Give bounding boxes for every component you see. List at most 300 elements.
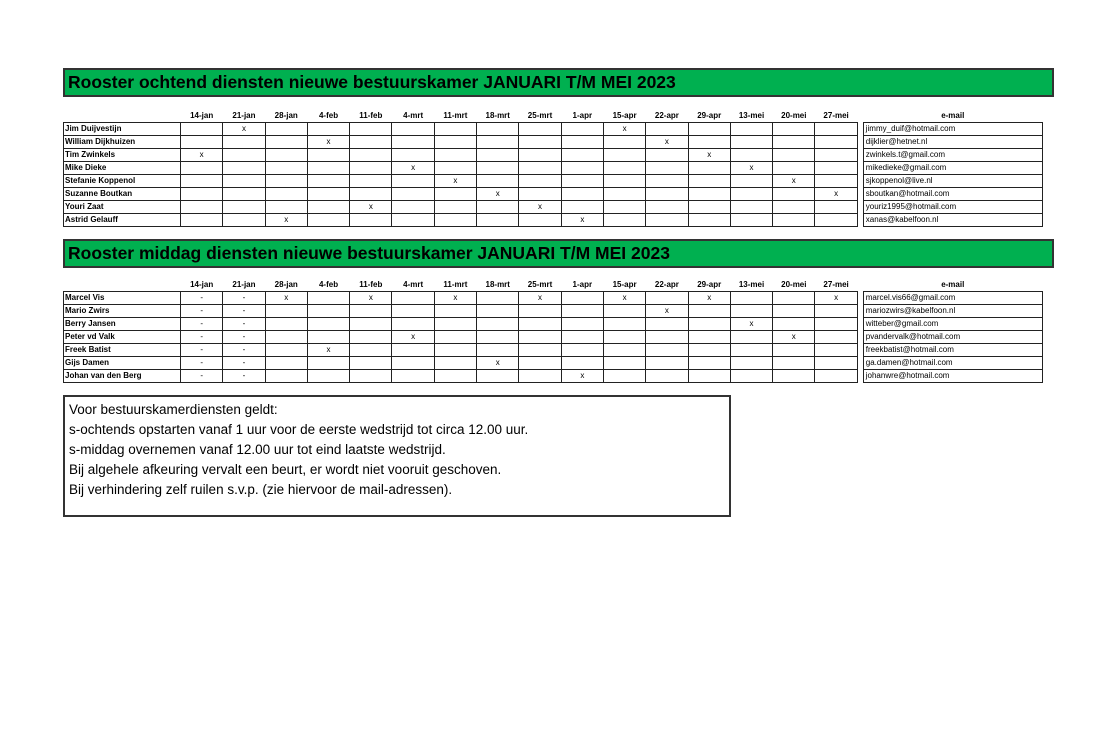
schedule-cell <box>265 331 307 344</box>
schedule-cell: x <box>477 188 519 201</box>
schedule-cell <box>265 344 307 357</box>
schedule-cell <box>392 201 434 214</box>
schedule-cell <box>434 214 476 227</box>
schedule-cell <box>815 123 857 136</box>
table-row <box>64 344 1043 357</box>
schedule-cell <box>646 357 688 370</box>
schedule-cell <box>815 318 857 331</box>
date-header: 22-apr <box>654 111 679 120</box>
schedule-cell <box>815 201 857 214</box>
schedule-cell <box>350 214 392 227</box>
schedule-cell <box>519 188 561 201</box>
schedule-cell: - <box>223 370 265 383</box>
schedule-cell <box>561 188 603 201</box>
morning-schedule-table <box>63 110 1043 227</box>
schedule-cell <box>519 175 561 188</box>
email-header: e-mail <box>941 111 965 120</box>
schedule-cell: x <box>519 201 561 214</box>
table-row <box>64 149 1043 162</box>
schedule-cell <box>730 292 772 305</box>
schedule-cell <box>223 162 265 175</box>
person-name: Johan van den Berg <box>64 370 181 383</box>
schedule-cell <box>815 305 857 318</box>
schedule-cell <box>477 162 519 175</box>
date-header: 18-mrt <box>485 111 510 120</box>
schedule-cell <box>561 201 603 214</box>
schedule-cell: - <box>181 331 223 344</box>
schedule-cell <box>265 123 307 136</box>
schedule-cell <box>603 318 645 331</box>
schedule-cell <box>561 344 603 357</box>
schedule-cell <box>773 188 815 201</box>
person-name: William Dijkhuizen <box>64 136 181 149</box>
schedule-cell: x <box>392 331 434 344</box>
person-name: Tim Zwinkels <box>64 149 181 162</box>
email-cell: freekbatist@hotmail.com <box>863 344 1042 357</box>
schedule-cell <box>815 162 857 175</box>
email-cell: zwinkels.t@gmail.com <box>863 149 1042 162</box>
schedule-cell <box>646 370 688 383</box>
schedule-cell <box>350 149 392 162</box>
schedule-cell <box>350 370 392 383</box>
schedule-cell <box>730 370 772 383</box>
table-row <box>64 175 1043 188</box>
schedule-cell: x <box>265 214 307 227</box>
schedule-cell <box>688 318 730 331</box>
note-line: Voor bestuurskamerdiensten geldt: <box>69 402 278 417</box>
email-header: e-mail <box>941 280 965 289</box>
schedule-cell <box>181 175 223 188</box>
date-header: 15-apr <box>612 280 637 289</box>
date-header: 13-mei <box>738 111 765 120</box>
schedule-cell <box>265 305 307 318</box>
schedule-cell: x <box>603 292 645 305</box>
table-row <box>64 214 1043 227</box>
schedule-cell <box>307 357 349 370</box>
schedule-cell <box>181 214 223 227</box>
schedule-cell <box>307 201 349 214</box>
schedule-cell <box>646 123 688 136</box>
schedule-cell: x <box>223 123 265 136</box>
schedule-cell: x <box>307 136 349 149</box>
schedule-cell: x <box>688 149 730 162</box>
person-name: Berry Jansen <box>64 318 181 331</box>
schedule-cell <box>307 318 349 331</box>
schedule-cell <box>392 123 434 136</box>
schedule-cell <box>688 331 730 344</box>
person-name: Suzanne Boutkan <box>64 188 181 201</box>
table-row <box>64 318 1043 331</box>
schedule-cell: x <box>181 149 223 162</box>
schedule-cell <box>730 214 772 227</box>
date-header: 1-apr <box>572 280 593 289</box>
schedule-cell <box>561 136 603 149</box>
schedule-cell <box>477 175 519 188</box>
date-header: 28-jan <box>274 111 298 120</box>
schedule-cell <box>307 305 349 318</box>
schedule-cell <box>434 318 476 331</box>
schedule-cell: x <box>646 305 688 318</box>
email-cell: johanwre@hotmail.com <box>863 370 1042 383</box>
schedule-cell <box>392 175 434 188</box>
schedule-cell: - <box>181 344 223 357</box>
schedule-cell: - <box>181 292 223 305</box>
schedule-cell <box>815 331 857 344</box>
person-name: Marcel Vis <box>64 292 181 305</box>
schedule-cell <box>307 214 349 227</box>
date-header: 11-mrt <box>443 111 468 120</box>
schedule-cell <box>561 175 603 188</box>
schedule-cell: - <box>181 318 223 331</box>
schedule-cell <box>603 331 645 344</box>
email-cell: sboutkan@hotmail.com <box>863 188 1042 201</box>
schedule-cell <box>477 136 519 149</box>
date-header: 27-mei <box>823 111 849 120</box>
schedule-cell <box>265 149 307 162</box>
schedule-cell <box>519 370 561 383</box>
schedule-cell <box>646 318 688 331</box>
schedule-cell <box>434 162 476 175</box>
schedule-cell: - <box>223 292 265 305</box>
schedule-cell <box>392 188 434 201</box>
schedule-cell <box>477 318 519 331</box>
schedule-cell <box>350 318 392 331</box>
duty-notes-box <box>63 395 731 517</box>
schedule-cell: x <box>561 370 603 383</box>
schedule-cell <box>434 123 476 136</box>
schedule-cell <box>350 331 392 344</box>
date-header: 14-jan <box>190 111 214 120</box>
schedule-cell <box>646 149 688 162</box>
person-name: Stefanie Koppenol <box>64 175 181 188</box>
schedule-cell <box>730 344 772 357</box>
header-blank <box>64 110 181 123</box>
schedule-cell: x <box>773 331 815 344</box>
schedule-cell <box>773 305 815 318</box>
schedule-cell: x <box>730 162 772 175</box>
schedule-cell <box>307 331 349 344</box>
schedule-cell <box>688 175 730 188</box>
schedule-cell <box>815 344 857 357</box>
schedule-cell <box>477 331 519 344</box>
schedule-cell <box>561 292 603 305</box>
schedule-cell <box>773 357 815 370</box>
schedule-cell: x <box>519 292 561 305</box>
schedule-cell <box>646 292 688 305</box>
schedule-cell: x <box>646 136 688 149</box>
email-cell: pvandervalk@hotmail.com <box>863 331 1042 344</box>
schedule-cell <box>477 344 519 357</box>
schedule-cell <box>688 370 730 383</box>
schedule-cell <box>773 214 815 227</box>
schedule-cell <box>603 188 645 201</box>
schedule-cell <box>646 214 688 227</box>
schedule-cell <box>773 318 815 331</box>
schedule-cell <box>519 357 561 370</box>
schedule-cell: - <box>223 318 265 331</box>
schedule-cell <box>265 318 307 331</box>
schedule-cell <box>181 201 223 214</box>
schedule-cell <box>730 331 772 344</box>
schedule-cell <box>350 305 392 318</box>
schedule-cell <box>815 214 857 227</box>
schedule-cell: - <box>223 357 265 370</box>
schedule-cell: - <box>181 357 223 370</box>
schedule-cell: - <box>223 344 265 357</box>
schedule-cell <box>773 123 815 136</box>
date-header: 18-mrt <box>485 280 510 289</box>
date-header: 29-apr <box>697 111 722 120</box>
date-header: 21-jan <box>232 111 256 120</box>
schedule-cell <box>392 344 434 357</box>
schedule-cell <box>603 162 645 175</box>
schedule-cell <box>392 318 434 331</box>
schedule-cell: x <box>561 214 603 227</box>
schedule-cell <box>350 136 392 149</box>
schedule-cell <box>561 123 603 136</box>
schedule-cell <box>223 149 265 162</box>
schedule-cell <box>561 305 603 318</box>
schedule-cell <box>561 318 603 331</box>
table-row <box>64 305 1043 318</box>
person-name: Gijs Damen <box>64 357 181 370</box>
schedule-cell <box>730 201 772 214</box>
table-row <box>64 331 1043 344</box>
schedule-cell <box>392 305 434 318</box>
schedule-cell <box>646 344 688 357</box>
schedule-cell <box>815 136 857 149</box>
schedule-cell <box>519 149 561 162</box>
schedule-cell <box>773 149 815 162</box>
schedule-cell <box>434 331 476 344</box>
email-cell: sjkoppenol@live.nl <box>863 175 1042 188</box>
schedule-cell <box>307 149 349 162</box>
schedule-cell <box>688 162 730 175</box>
schedule-cell <box>392 357 434 370</box>
date-header: 27-mei <box>823 280 849 289</box>
schedule-cell <box>519 214 561 227</box>
email-cell: marcel.vis66@gmail.com <box>863 292 1042 305</box>
schedule-cell <box>307 123 349 136</box>
schedule-cell: x <box>434 175 476 188</box>
schedule-cell <box>434 188 476 201</box>
schedule-cell: x <box>688 292 730 305</box>
schedule-cell <box>730 123 772 136</box>
date-header: 20-mei <box>781 280 807 289</box>
schedule-cell <box>477 123 519 136</box>
schedule-cell <box>477 292 519 305</box>
schedule-cell <box>392 149 434 162</box>
schedule-cell <box>519 331 561 344</box>
table-row <box>64 201 1043 214</box>
schedule-cell <box>265 357 307 370</box>
schedule-cell <box>350 344 392 357</box>
date-header: 11-feb <box>359 111 383 120</box>
schedule-cell <box>307 188 349 201</box>
schedule-cell: x <box>350 292 392 305</box>
schedule-cell <box>730 188 772 201</box>
schedule-cell <box>603 357 645 370</box>
schedule-cell <box>350 123 392 136</box>
schedule-cell: x <box>815 188 857 201</box>
schedule-cell <box>223 201 265 214</box>
schedule-cell <box>773 344 815 357</box>
date-header: 11-feb <box>359 280 383 289</box>
date-header: 4-feb <box>318 280 339 289</box>
schedule-cell <box>603 370 645 383</box>
email-cell: witteber@gmail.com <box>863 318 1042 331</box>
schedule-cell <box>307 292 349 305</box>
schedule-cell <box>265 175 307 188</box>
table-row <box>64 292 1043 305</box>
date-header: 28-jan <box>274 280 298 289</box>
schedule-cell <box>307 175 349 188</box>
email-cell: mariozwirs@kabelfoon.nl <box>863 305 1042 318</box>
afternoon-schedule-table <box>63 279 1043 383</box>
schedule-cell <box>181 162 223 175</box>
schedule-cell <box>730 305 772 318</box>
header-blank <box>64 279 181 292</box>
table-row <box>64 357 1043 370</box>
person-name: Mike Dieke <box>64 162 181 175</box>
schedule-cell <box>434 149 476 162</box>
schedule-cell <box>434 305 476 318</box>
date-header: 11-mrt <box>443 280 468 289</box>
schedule-cell <box>646 188 688 201</box>
schedule-cell <box>265 201 307 214</box>
date-header: 15-apr <box>612 111 637 120</box>
date-header: 4-mrt <box>403 280 424 289</box>
person-name: Mario Zwirs <box>64 305 181 318</box>
date-header: 13-mei <box>738 280 765 289</box>
schedule-cell: - <box>223 331 265 344</box>
date-header: 21-jan <box>232 280 256 289</box>
note-line: Bij algehele afkeuring vervalt een beurt, er wordt niet vooruit geschoven. <box>69 462 502 477</box>
schedule-cell <box>561 149 603 162</box>
schedule-cell <box>688 357 730 370</box>
schedule-cell <box>688 188 730 201</box>
schedule-cell <box>688 136 730 149</box>
schedule-cell <box>434 357 476 370</box>
schedule-cell <box>603 136 645 149</box>
date-header: 20-mei <box>781 111 807 120</box>
note-line: Bij verhindering zelf ruilen s.v.p. (zie hiervoor de mail-adressen). <box>69 482 453 497</box>
schedule-cell <box>477 370 519 383</box>
table-row <box>64 188 1043 201</box>
email-cell: youriz1995@hotmail.com <box>863 201 1042 214</box>
schedule-cell <box>477 149 519 162</box>
schedule-cell: x <box>350 201 392 214</box>
schedule-cell <box>477 214 519 227</box>
table-row <box>64 370 1043 383</box>
schedule-cell <box>646 175 688 188</box>
schedule-cell <box>646 162 688 175</box>
schedule-cell <box>561 357 603 370</box>
schedule-cell <box>773 292 815 305</box>
schedule-cell <box>603 201 645 214</box>
schedule-cell <box>350 357 392 370</box>
schedule-cell <box>265 136 307 149</box>
schedule-cell <box>265 188 307 201</box>
schedule-cell <box>181 188 223 201</box>
schedule-cell <box>603 214 645 227</box>
schedule-cell: x <box>730 318 772 331</box>
schedule-cell <box>730 357 772 370</box>
schedule-cell <box>730 175 772 188</box>
schedule-cell <box>815 149 857 162</box>
schedule-cell <box>265 370 307 383</box>
schedule-cell <box>773 162 815 175</box>
schedule-cell <box>773 370 815 383</box>
schedule-cell <box>519 162 561 175</box>
schedule-cell: x <box>773 175 815 188</box>
header-row <box>64 279 1043 292</box>
afternoon-schedule-title: Rooster middag diensten nieuwe bestuurskamer JANUARI T/M MEI 2023 <box>63 239 1054 268</box>
schedule-cell <box>773 136 815 149</box>
schedule-cell <box>646 331 688 344</box>
schedule-cell <box>688 123 730 136</box>
schedule-cell <box>688 305 730 318</box>
schedule-cell <box>223 214 265 227</box>
date-header: 4-feb <box>318 111 339 120</box>
email-cell: xanas@kabelfoon.nl <box>863 214 1042 227</box>
person-name: Peter vd Valk <box>64 331 181 344</box>
schedule-cell <box>392 370 434 383</box>
email-cell: jimmy_duif@hotmail.com <box>863 123 1042 136</box>
date-header: 25-mrt <box>527 111 553 120</box>
schedule-cell: x <box>815 292 857 305</box>
schedule-cell: - <box>223 305 265 318</box>
schedule-cell <box>688 344 730 357</box>
schedule-cell <box>434 370 476 383</box>
schedule-cell <box>181 136 223 149</box>
schedule-cell <box>730 149 772 162</box>
schedule-cell <box>603 344 645 357</box>
schedule-cell <box>688 214 730 227</box>
schedule-cell <box>434 344 476 357</box>
table-row <box>64 123 1043 136</box>
schedule-cell: x <box>392 162 434 175</box>
email-cell: dijklier@hetnet.nl <box>863 136 1042 149</box>
schedule-cell <box>773 201 815 214</box>
schedule-cell <box>688 201 730 214</box>
schedule-cell <box>434 201 476 214</box>
schedule-cell <box>561 331 603 344</box>
schedule-cell <box>477 305 519 318</box>
schedule-cell: - <box>181 370 223 383</box>
schedule-cell <box>350 175 392 188</box>
schedule-cell <box>477 201 519 214</box>
schedule-cell <box>434 136 476 149</box>
schedule-cell <box>350 188 392 201</box>
schedule-cell <box>519 318 561 331</box>
schedule-cell: x <box>477 357 519 370</box>
table-row <box>64 136 1043 149</box>
schedule-cell <box>307 370 349 383</box>
schedule-cell <box>603 305 645 318</box>
schedule-cell <box>815 370 857 383</box>
schedule-cell <box>730 136 772 149</box>
schedule-cell <box>519 123 561 136</box>
schedule-cell <box>223 188 265 201</box>
schedule-cell <box>223 136 265 149</box>
schedule-cell <box>307 162 349 175</box>
schedule-cell <box>392 214 434 227</box>
header-row <box>64 110 1043 123</box>
email-cell: ga.damen@hotmail.com <box>863 357 1042 370</box>
schedule-cell <box>392 136 434 149</box>
date-header: 29-apr <box>697 280 722 289</box>
